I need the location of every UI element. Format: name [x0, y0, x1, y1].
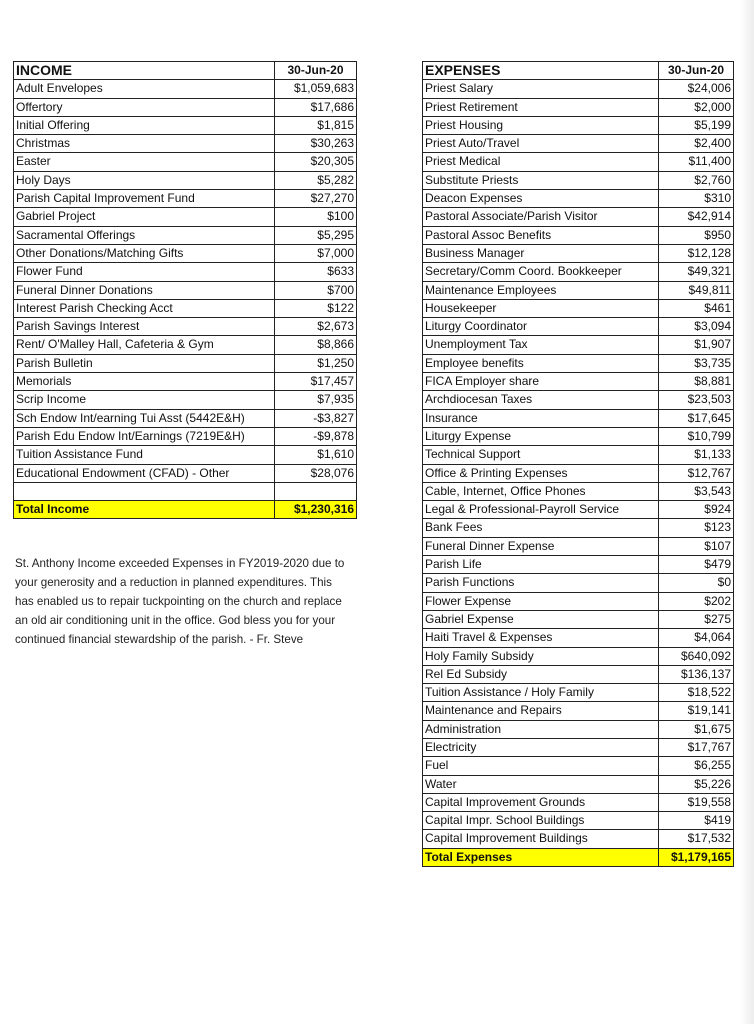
row-amount: $0 — [659, 574, 734, 592]
row-amount: $1,250 — [275, 354, 357, 372]
income-header-row — [14, 62, 357, 80]
row-amount: $19,141 — [659, 702, 734, 720]
row-label: Employee benefits — [423, 354, 659, 372]
row-amount: $6,255 — [659, 757, 734, 775]
row-amount: $3,543 — [659, 482, 734, 500]
row-label: Interest Parish Checking Acct — [14, 299, 275, 317]
expense-row — [423, 519, 734, 537]
row-label: Gabriel Expense — [423, 610, 659, 628]
income-row — [14, 464, 357, 482]
income-row — [14, 299, 357, 317]
row-amount: $5,295 — [275, 226, 357, 244]
row-amount: $49,321 — [659, 263, 734, 281]
income-date-heading: 30-Jun-20 — [275, 62, 357, 80]
row-label: Maintenance and Repairs — [423, 702, 659, 720]
expenses-header-row — [423, 62, 734, 80]
income-row — [14, 171, 357, 189]
row-amount: $30,263 — [275, 135, 357, 153]
row-amount: $4,064 — [659, 629, 734, 647]
row-amount: $17,457 — [275, 373, 357, 391]
row-amount: $1,907 — [659, 336, 734, 354]
income-row — [14, 409, 357, 427]
expense-row — [423, 464, 734, 482]
row-amount: -$3,827 — [275, 409, 357, 427]
expense-row — [423, 373, 734, 391]
row-amount: $2,673 — [275, 318, 357, 336]
row-amount: $10,799 — [659, 427, 734, 445]
income-table — [13, 61, 357, 519]
row-label: Flower Expense — [423, 592, 659, 610]
row-amount: -$9,878 — [275, 427, 357, 445]
row-amount: $107 — [659, 537, 734, 555]
income-row — [14, 208, 357, 226]
row-label: Deacon Expenses — [423, 190, 659, 208]
row-label: Priest Housing — [423, 116, 659, 134]
income-row — [14, 391, 357, 409]
row-label: Memorials — [14, 373, 275, 391]
row-label: Administration — [423, 720, 659, 738]
page-edge-shadow — [740, 0, 754, 1024]
expense-row — [423, 391, 734, 409]
expense-row — [423, 720, 734, 738]
row-label: Holy Days — [14, 171, 275, 189]
row-amount: $1,675 — [659, 720, 734, 738]
row-label: Water — [423, 775, 659, 793]
row-label: Capital Improvement Grounds — [423, 793, 659, 811]
row-label: Housekeeper — [423, 299, 659, 317]
row-label: Scrip Income — [14, 391, 275, 409]
row-label: Parish Bulletin — [14, 354, 275, 372]
row-label: Substitute Priests — [423, 171, 659, 189]
row-label: Priest Auto/Travel — [423, 135, 659, 153]
row-label: Parish Functions — [423, 574, 659, 592]
row-amount: $20,305 — [275, 153, 357, 171]
row-label: Sacramental Offerings — [14, 226, 275, 244]
row-amount: $924 — [659, 501, 734, 519]
expense-row — [423, 263, 734, 281]
row-amount: $19,558 — [659, 793, 734, 811]
row-label: Capital Improvement Buildings — [423, 830, 659, 848]
row-amount: $17,767 — [659, 738, 734, 756]
row-amount: $49,811 — [659, 281, 734, 299]
row-label: Pastoral Assoc Benefits — [423, 226, 659, 244]
pastor-note — [15, 554, 400, 649]
row-label: Other Donations/Matching Gifts — [14, 244, 275, 262]
expense-row — [423, 592, 734, 610]
expense-row — [423, 190, 734, 208]
expense-row — [423, 501, 734, 519]
income-row — [14, 190, 357, 208]
row-label: Rel Ed Subsidy — [423, 665, 659, 683]
expense-row — [423, 830, 734, 848]
expense-row — [423, 244, 734, 262]
income-row — [14, 80, 357, 98]
row-label: Office & Printing Expenses — [423, 464, 659, 482]
row-label: Archdiocesan Taxes — [423, 391, 659, 409]
row-amount: $11,400 — [659, 153, 734, 171]
expense-row — [423, 116, 734, 134]
income-row — [14, 244, 357, 262]
income-row — [14, 153, 357, 171]
row-label: Electricity — [423, 738, 659, 756]
row-amount: $633 — [275, 263, 357, 281]
row-label: Tuition Assistance Fund — [14, 446, 275, 464]
row-amount: $17,645 — [659, 409, 734, 427]
row-label: Unemployment Tax — [423, 336, 659, 354]
row-amount: $12,128 — [659, 244, 734, 262]
row-amount: $18,522 — [659, 684, 734, 702]
row-label: Liturgy Expense — [423, 427, 659, 445]
expense-row — [423, 556, 734, 574]
row-amount: $700 — [275, 281, 357, 299]
row-label: Capital Impr. School Buildings — [423, 812, 659, 830]
income-row — [14, 336, 357, 354]
expense-row — [423, 409, 734, 427]
row-label: Initial Offering — [14, 116, 275, 134]
income-row — [14, 263, 357, 281]
row-amount: $123 — [659, 519, 734, 537]
expense-row — [423, 738, 734, 756]
row-amount: $7,935 — [275, 391, 357, 409]
row-amount: $310 — [659, 190, 734, 208]
expense-row — [423, 446, 734, 464]
row-amount: $17,532 — [659, 830, 734, 848]
income-row — [14, 226, 357, 244]
income-row — [14, 373, 357, 391]
expense-row — [423, 793, 734, 811]
row-amount: $419 — [659, 812, 734, 830]
row-amount: $479 — [659, 556, 734, 574]
row-amount: $5,282 — [275, 171, 357, 189]
row-label: Flower Fund — [14, 263, 275, 281]
expense-row — [423, 226, 734, 244]
expenses-total-row — [423, 848, 734, 866]
expense-row — [423, 171, 734, 189]
income-heading: INCOME — [14, 62, 275, 80]
row-label: Funeral Dinner Donations — [14, 281, 275, 299]
note-line: St. Anthony Income exceeded Expenses in FY2019-2020 due to — [15, 557, 345, 570]
total-amount: $1,230,316 — [275, 501, 357, 519]
expense-row — [423, 684, 734, 702]
expense-row — [423, 153, 734, 171]
row-amount: $202 — [659, 592, 734, 610]
row-label: Insurance — [423, 409, 659, 427]
expense-row — [423, 208, 734, 226]
expense-row — [423, 98, 734, 116]
blank-row — [14, 482, 357, 500]
row-amount: $275 — [659, 610, 734, 628]
row-amount: $950 — [659, 226, 734, 244]
income-row — [14, 281, 357, 299]
expense-row — [423, 318, 734, 336]
row-label: Parish Savings Interest — [14, 318, 275, 336]
row-amount: $640,092 — [659, 647, 734, 665]
expense-row — [423, 757, 734, 775]
row-label: Tuition Assistance / Holy Family — [423, 684, 659, 702]
row-amount: $1,815 — [275, 116, 357, 134]
row-label: Maintenance Employees — [423, 281, 659, 299]
row-label: Easter — [14, 153, 275, 171]
expenses-heading: EXPENSES — [423, 62, 659, 80]
row-amount: $2,400 — [659, 135, 734, 153]
expense-row — [423, 574, 734, 592]
expense-row — [423, 336, 734, 354]
row-label: Holy Family Subsidy — [423, 647, 659, 665]
income-row — [14, 446, 357, 464]
expense-row — [423, 537, 734, 555]
income-row — [14, 135, 357, 153]
row-amount: $3,094 — [659, 318, 734, 336]
note-line: has enabled us to repair tuckpointing on the church and replace — [15, 595, 342, 608]
row-amount: $23,503 — [659, 391, 734, 409]
row-amount: $17,686 — [275, 98, 357, 116]
row-amount: $3,735 — [659, 354, 734, 372]
row-label: Bank Fees — [423, 519, 659, 537]
row-amount: $1,610 — [275, 446, 357, 464]
expense-row — [423, 354, 734, 372]
row-amount: $2,000 — [659, 98, 734, 116]
expense-row — [423, 812, 734, 830]
total-label: Total Expenses — [423, 848, 659, 866]
row-amount: $42,914 — [659, 208, 734, 226]
income-row — [14, 318, 357, 336]
row-label: Gabriel Project — [14, 208, 275, 226]
expense-row — [423, 299, 734, 317]
row-label: Christmas — [14, 135, 275, 153]
row-label: Parish Capital Improvement Fund — [14, 190, 275, 208]
row-amount: $28,076 — [275, 464, 357, 482]
expense-row — [423, 135, 734, 153]
row-amount: $100 — [275, 208, 357, 226]
expense-row — [423, 702, 734, 720]
note-line: continued financial stewardship of the parish. - Fr. Steve — [15, 633, 304, 646]
row-label: Pastoral Associate/Parish Visitor — [423, 208, 659, 226]
row-amount: $24,006 — [659, 80, 734, 98]
note-line: your generosity and a reduction in planned expenditures. This — [15, 576, 332, 589]
income-row — [14, 354, 357, 372]
row-label: Business Manager — [423, 244, 659, 262]
expenses-date-heading: 30-Jun-20 — [659, 62, 734, 80]
row-label: Educational Endowment (CFAD) - Other — [14, 464, 275, 482]
row-amount: $8,881 — [659, 373, 734, 391]
income-row — [14, 116, 357, 134]
row-amount: $7,000 — [275, 244, 357, 262]
expense-row — [423, 80, 734, 98]
row-label: Priest Retirement — [423, 98, 659, 116]
row-amount: $136,137 — [659, 665, 734, 683]
row-label: Parish Edu Endow Int/Earnings (7219E&H) — [14, 427, 275, 445]
row-label: Fuel — [423, 757, 659, 775]
row-label: Secretary/Comm Coord. Bookkeeper — [423, 263, 659, 281]
total-label: Total Income — [14, 501, 275, 519]
expenses-table — [422, 61, 734, 867]
row-amount: $1,059,683 — [275, 80, 357, 98]
row-label: Haiti Travel & Expenses — [423, 629, 659, 647]
row-label: Priest Medical — [423, 153, 659, 171]
blank-cell — [14, 482, 275, 500]
total-amount: $1,179,165 — [659, 848, 734, 866]
expense-row — [423, 647, 734, 665]
row-label: Liturgy Coordinator — [423, 318, 659, 336]
row-label: Cable, Internet, Office Phones — [423, 482, 659, 500]
row-amount: $12,767 — [659, 464, 734, 482]
blank-cell — [275, 482, 357, 500]
row-label: Rent/ O'Malley Hall, Cafeteria & Gym — [14, 336, 275, 354]
note-line: an old air conditioning unit in the office. God bless you for your — [15, 614, 336, 627]
row-amount: $122 — [275, 299, 357, 317]
row-label: Offertory — [14, 98, 275, 116]
row-amount: $5,226 — [659, 775, 734, 793]
expense-row — [423, 665, 734, 683]
row-amount: $8,866 — [275, 336, 357, 354]
expense-row — [423, 281, 734, 299]
row-label: Sch Endow Int/earning Tui Asst (5442E&H) — [14, 409, 275, 427]
row-amount: $2,760 — [659, 171, 734, 189]
expense-row — [423, 427, 734, 445]
row-label: Priest Salary — [423, 80, 659, 98]
expense-row — [423, 482, 734, 500]
row-label: FICA Employer share — [423, 373, 659, 391]
row-label: Parish Life — [423, 556, 659, 574]
row-label: Legal & Professional-Payroll Service — [423, 501, 659, 519]
row-amount: $1,133 — [659, 446, 734, 464]
row-label: Funeral Dinner Expense — [423, 537, 659, 555]
row-label: Adult Envelopes — [14, 80, 275, 98]
expense-row — [423, 629, 734, 647]
expense-row — [423, 775, 734, 793]
row-label: Technical Support — [423, 446, 659, 464]
income-row — [14, 98, 357, 116]
row-amount: $461 — [659, 299, 734, 317]
income-row — [14, 427, 357, 445]
row-amount: $5,199 — [659, 116, 734, 134]
row-amount: $27,270 — [275, 190, 357, 208]
income-total-row — [14, 501, 357, 519]
expense-row — [423, 610, 734, 628]
